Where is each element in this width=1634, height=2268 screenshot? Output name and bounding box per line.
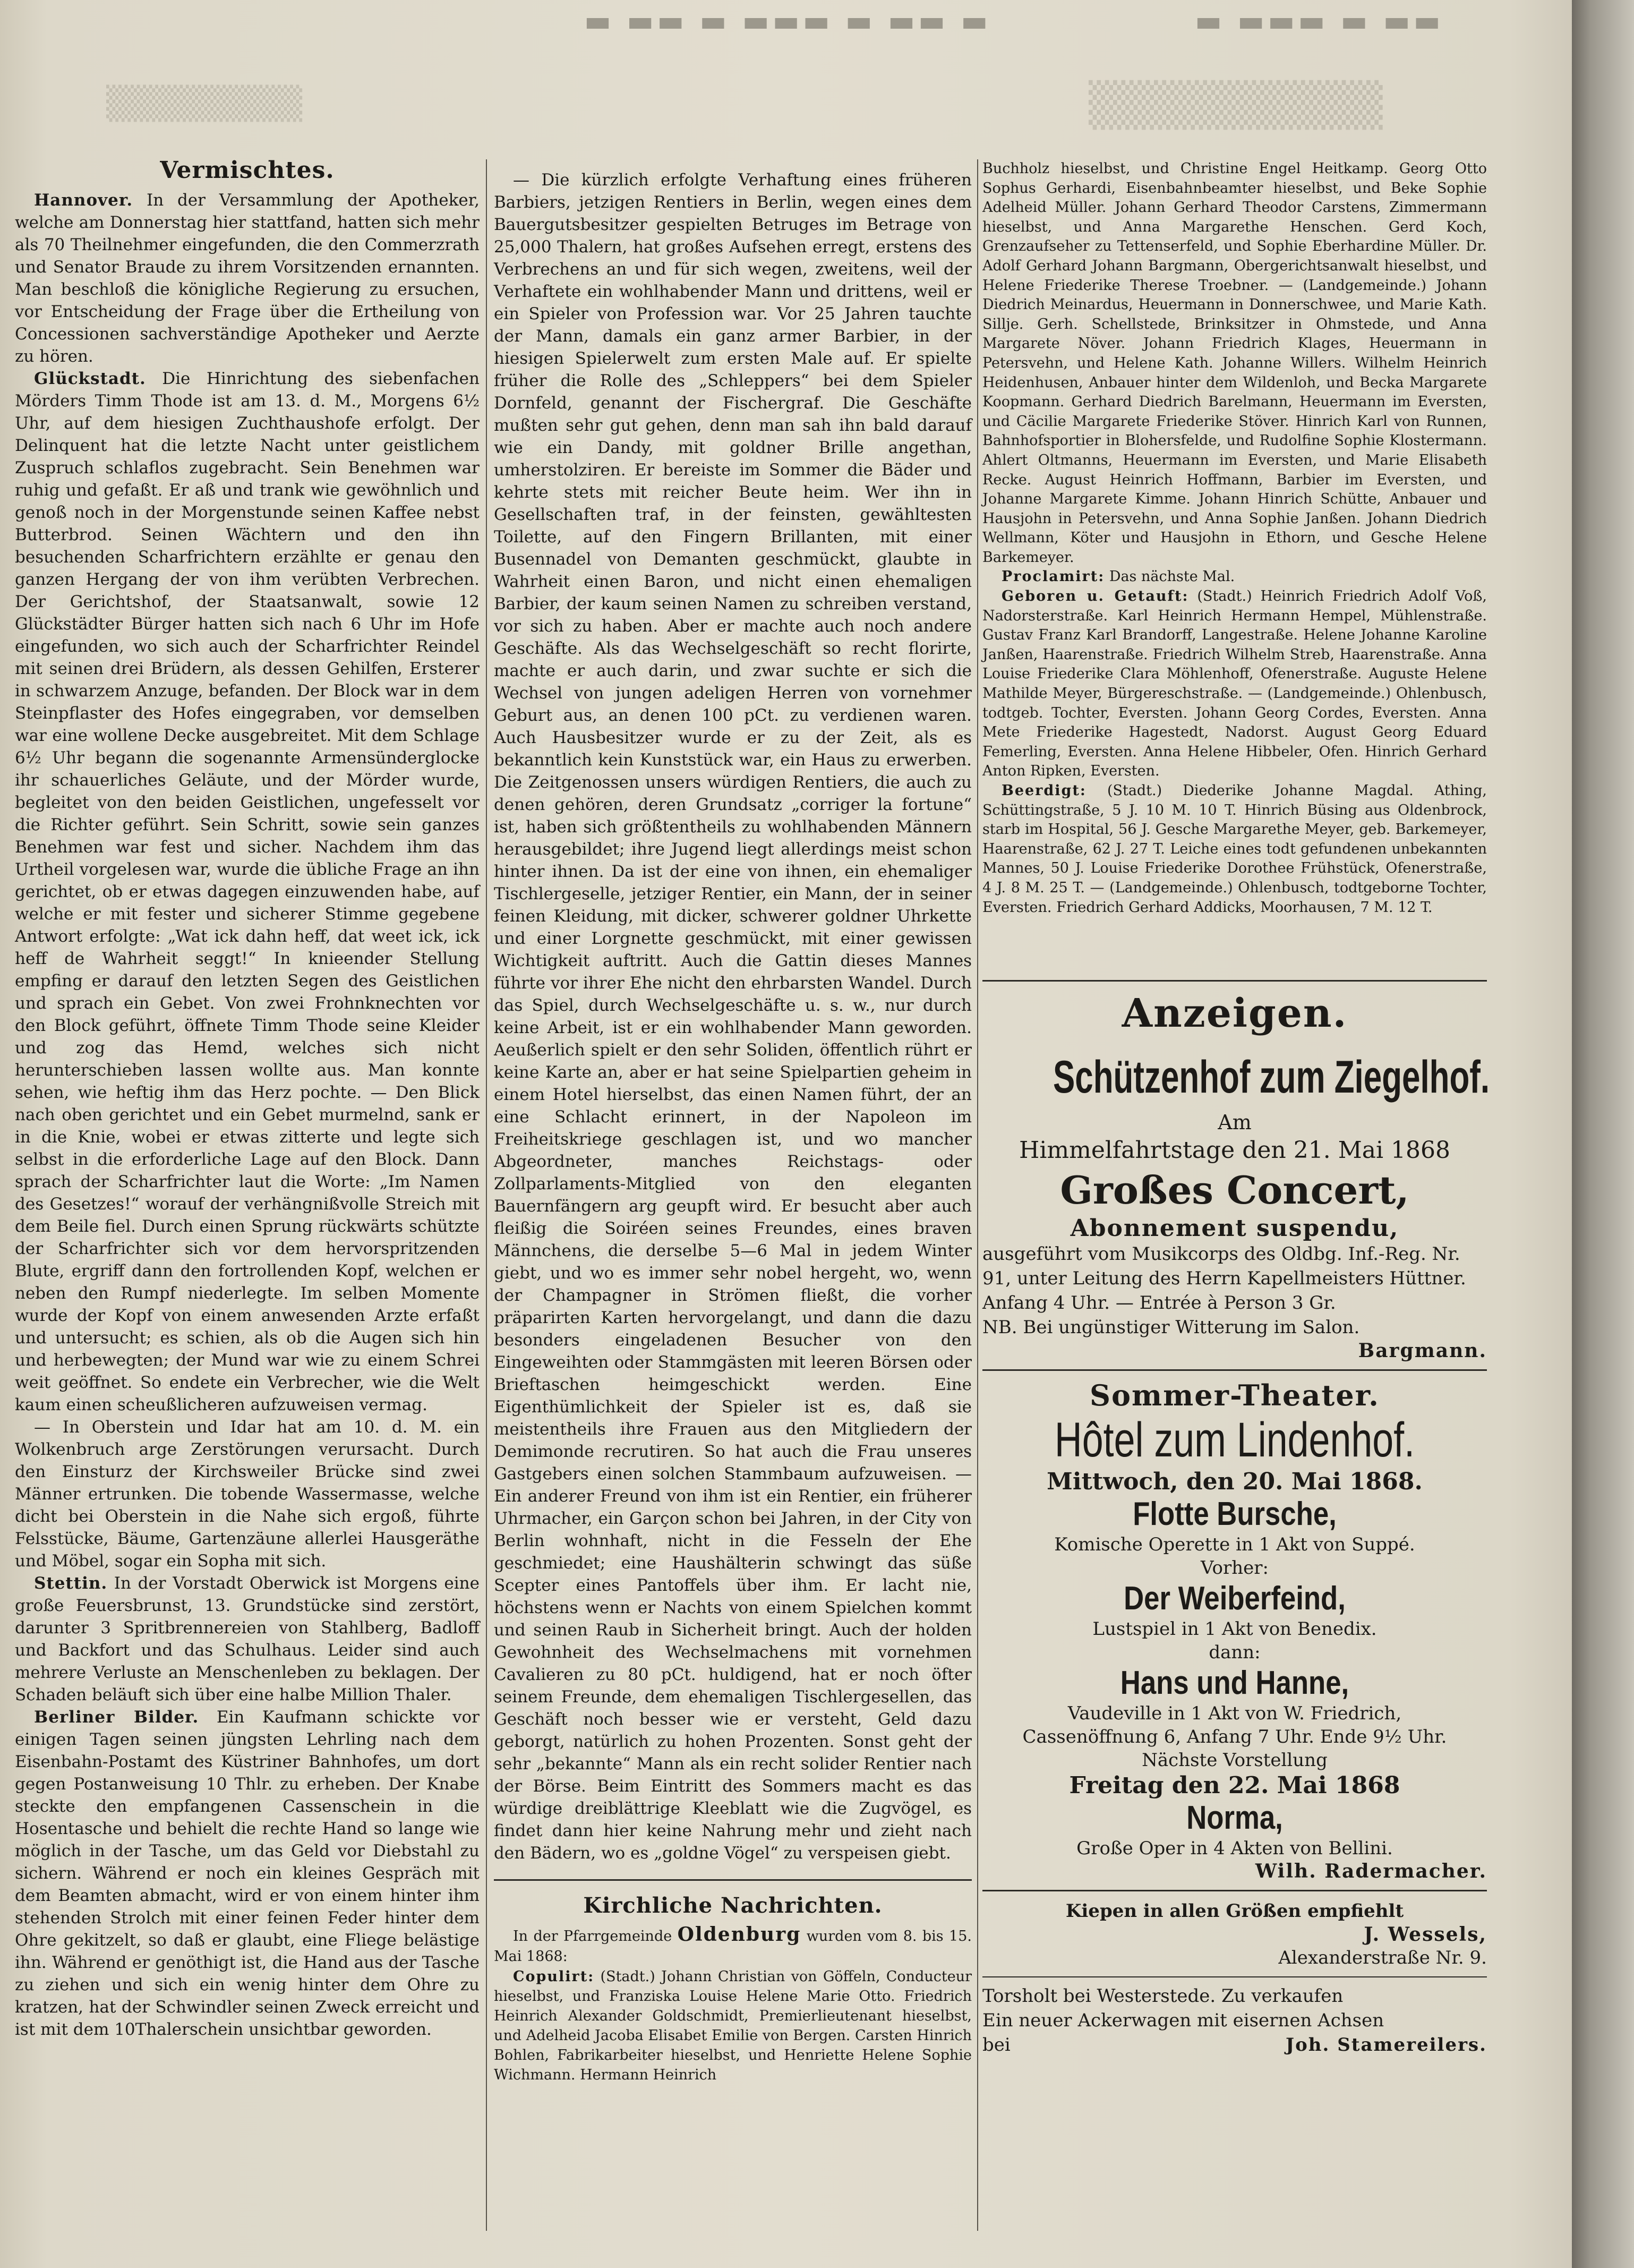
ad-play-2-desc: Lustspiel in 1 Akt von Benedix. — [1092, 1618, 1377, 1640]
article-berlin-spieler: — Die kürzlich erfolgte Verhaftung eines früheren Barbiers, jetzigen Rentiers in Berlin, wegen eines dem Bauergutsbesitzer gespielten Betruges im Betrage von 25,000 Thalern, hat großes Aufsehen erregt, erstens des Verbrechens an und für sich wegen, zweitens, weil der Verhaftete ein wohlhabender Mann und drittens, weil er ein Spieler von Profession war. Vor 25 Jahren tauchte der Mann, damals ein ganz armer Barbier, in der hiesigen Spielerwelt zum ersten Male auf. Er spielte früher die Rolle des „Schleppers“ bei dem Spieler Dornfeld, genannt der Fischergraf. Die Geschäfte mußten sehr gut gehen, denn man sah ihn bald darauf wie ein Dandy, mit goldner Brille angethan, umherstolziren. Er bereiste im Sommer die Bäder und kehrte stets mit reicher Beute heim. Wer ihn in Gesellschaften traf, in der feinsten, gewähltesten Toilette, auf den Fingern Brillanten, mit einer Busennadel von Demanten geschmückt, glaubte in Wahrheit einen Baron, und nicht einen ehemaligen Barbier, der kaum seinen Namen zu schreiben verstand, vor sich zu haben. Aber er machte auch noch andere Geschäfte. Als das Wechselgeschäft so recht florirte, machte er auch darin, und zwar suchte er sich die Wechsel von jungen adeligen Herren von vornehmer Geburt aus, an denen 100 pCt. zu verdienen waren. Auch Hausbesitzer wurde er zu der Zeit, als es bekanntlich kein Kunststück war, ein Haus zu erwerben. Die Zeitgenossen unsers würdigen Rentiers, die auch zu denen gehören, deren Grundsatz „corriger la fortune“ ist, haben sich größtentheils zu wohlhabenden Männern herausgebildet; ihre Jugend liegt allerdings meist schon hinter ihnen. Da ist der eine von ihnen, ein ehemaliger Tischlergeselle, jetziger Rentier, ein Mann, der in seiner feinen Kleidung, mit dicker, schwerer goldner Uhrkette und einer Lorgnette geschmückt, mit einer gewissen Wichtigkeit auftritt. Auch die Gattin dieses Mannes führte vor ihrer Ehe nicht den ehrbarsten Wandel. Durch das Spiel, durch Wechselgeschäfte u. s. w., nur durch keine Arbeit, ist er ein wohlhabender Mann geworden. Aeußerlich spielt er den sehr Soliden, öffentlich rührt er keine Karte an, aber er hat seine Spielpartien geheim in einem Hotel hierselbst, das einen Namen führt, der an eine Schlacht erinnert, in der Napoleon im Freiheitskriege geschlagen ist, und wo mancher Abgeordneter, manches Reichstags- oder Zollparlaments-Mitglied von den eleganten Bauernfängern arg geupft wird. Er besucht aber auch fleißig die Soiréen seines Freundes, eines braven Männchens, die derselbe 5—6 Mal in jedem Winter giebt, und wo es immer sehr nobel hergeht, wo, wenn der Champagner in Strömen fließt, die vorher präparirten Karten hervorgelangt, und dann die dazu besonders eingeladenen Besucher von den Eingeweihten oder Stammgästen mit leeren Börsen oder Brieftaschen heimgeschickt werden. Eine Eigenthümlichkeit der Spieler ist es, daß sie meistentheils ihre Frauen aus den Mitgliedern der Demimonde recrutiren. So hat auch die Frau unseres Gastgebers einen solchen Stammbaum aufzuweisen. — Ein anderer Freund von ihm ist ein Rentier, ein früherer Uhrmacher, ein Garçon schon bei Jahren, in der City von Berlin wohnhaft, nicht in die Fesseln der Ehe geschmiedet; eine Haushälterin schwingt das süße Scepter eines Pantoffels über ihm. Er lacht nie, höchstens wenn er Nachts von einem Spielchen kommt und seinen Raub in Sicherheit bringt. Auch der holden Gewohnheit des Wechselmachens mit vornehmen Cavalieren zu 80 pCt. huldigend, hat er noch öfter seinem Freunde, dem ehemaligen Tischlergesellen, das Geschäft noch besser wie er versteht, Geld dazu geborgt, natürlich zu hohen Prozenten. Sonst geht der sehr „bekannte“ Mann als ein recht solider Rentier nach der Börse. Beim Eintritt des Sommers macht es das würdige dreiblättrige Kleeblatt wie die Zugvögel, es findet dann hier keine Nahrung mehr und zieht nach den Bädern, wo es „goldne Vögel“ zu verspeisen giebt. — [494, 170, 972, 1863]
column-berlin-article — [494, 169, 972, 2085]
ad-kiepen — [982, 1899, 1487, 1970]
ad-acker-signature: Joh. Stamereilers. — [1286, 2034, 1487, 2056]
section-heading-vermischtes: Vermischtes. — [160, 157, 335, 184]
ad-acker-line-3 — [982, 2033, 1487, 2057]
ad-kiepen-line: Kiepen in allen Größen empfiehlt — [1065, 1900, 1404, 1922]
article-stettin — [15, 1572, 480, 1706]
ad-vorher: Vorher: — [1201, 1557, 1269, 1579]
ad-separator — [982, 1369, 1487, 1371]
anzeigen-heading: Anzeigen. — [1122, 991, 1348, 1036]
copulirt-text: (Stadt.) Johann Christian von Göffeln, Conducteur hieselbst, und Franziska Louise Helene Marie Otto. Friedrich Heinrich Alexander Goldschmidt, Premierlieutenant hieselbst, und Adelheid Jacoba Elisabet Emilie von Bergen. Carsten Hinrich Bohlen, Fabrikarbeiter hieselbst, und Henriette Helene Sophie Wichmann. Hermann Heinrich — [494, 1968, 972, 2083]
proclamirt-entry — [982, 567, 1487, 587]
ad-date-2: Freitag den 22. Mai 1868 — [1069, 1772, 1400, 1799]
beerdigt-text: (Stadt.) Diederike Johanne Magdal. Athing, Schüttingstraße, 5 J. 10 M. 10 T. Hinrich Büsing aus Oldenbrock, starb im Hospital, 56 J. Gesche Margarethe Meyer, geb. Barkemeyer, Haarenstraße, 62 J. 27 T. Leiche eines todt gefundenen unbekannten Mannes, 50 J. Louise Friederike Dorothee Frühstück, Ofenerstraße, 4 J. 8 M. 25 T. — (Landgemeinde.) Ohlenbusch, todtgeborne Tochter, Eversten. Friedrich Gerhard Addicks, Moorhausen, 7 M. 12 T. — [982, 782, 1487, 916]
column-rule-1 — [486, 159, 487, 2231]
ad-play-1-desc: Komische Operette in 1 Akt von Suppé. — [1054, 1534, 1415, 1555]
article-text: Ein Kaufmann schickte vor einigen Tagen seinen jüngsten Lehrling nach dem Eisenbahn-Postamt des Küstriner Bahnhofes, um dort gegen Postanweisung 10 Thlr. zu erheben. Der Knabe steckte den empfangenen Cassenschein in die Hosentasche und behielt die rechte Hand so lange wie möglich in der Tasche, um das Geld vor Diebstahl zu sichern. Während er noch ein kleines Gespräch mit dem Beamten abmacht, wird er von einem hinter ihm stehenden Strolch mit einer feinen Feder hinter dem Ohre gekitzelt, so daß er glaubt, eine Fliege belästige ihn. Während er genöthigt ist, die Hand aus der Tasche zu ziehen und sich ein wenig hinter dem Ohre zu kratzen, hat der Schwindler seinen Zweck erreicht und ist mit dem 10Thalerschein unsichtbar geworden. — [15, 1708, 480, 2039]
article-text: In der Vorstadt Oberwick ist Morgens eine große Feuersbrunst, 13. Grundstücke sind zerstört, darunter 3 Spritbrennereien von Stahlberg, Badloff und Backfort und das Schulhaus. Leider sind auch mehrere Verluste an Menschenleben zu beklagen. Der Schaden beläuft sich über eine halbe Million Thaler. — [15, 1574, 480, 1704]
ad-times: Anfang 4 Uhr. — Entrée à Person 3 Gr. — [982, 1292, 1336, 1314]
ad-abonnement: Abonnement suspendu, — [1070, 1215, 1399, 1242]
ad-event: Großes Concert, — [1060, 1167, 1409, 1213]
ad-dann: dann: — [1209, 1642, 1261, 1663]
showthrough-left: ▒▒▒▒▒▒▒▒ — [106, 85, 303, 122]
article-text: — In Oberstein und Idar hat am 10. d. M. ein Wolkenbruch arge Zerstörungen verursacht. Durch den Einsturz der Kirchsweiler Brücke sind zwei Männer ertrunken. Die tobende Wassermasse, welche dicht bei Oberstein in die Nahe sich ergoß, führte Felsstücke, Bäume, Gartenzäune allerlei Hausgeräthe und Möbel, sogar ein Sopha mit sich. — [15, 1418, 480, 1571]
ad-play-4-desc: Große Oper in 4 Akten von Bellini. — [1076, 1838, 1393, 1859]
copulirt-continued: Buchholz hieselbst, und Christine Engel Heitkamp. Georg Otto Sophus Gerhardi, Eisenbahnbeamter hieselbst, und Beke Sophie Adelheid Müller. Johann Gerhard Theodor Carstens, Zimmermann hieselbst, und Anna Margarethe Henschen. Gerd Koch, Grenzaufseher zu Tettenserfeld, und Sophie Eberhardine Müller. Dr. Adolf Gerhard Johann Bargmann, Obergerichtsanwalt hieselbst, und Helene Friederike Therese Troebner. — (Landgemeinde.) Johann Diedrich Meinardus, Heuermann in Donnerschwee, und Marie Kath. Sillje. Gerh. Schellstede, Brinksitzer in Ohmstede, und Anna Margarete Növer. Johann Friedrich Klages, Heuermann in Petersvehn, und Helene Kath. Johanne Willers. Wilhelm Heinrich Heidenhusen, Anbauer hinter dem Wildenloh, und Becka Margarete Koopmann. Gerhard Diedrich Barelmann, Heuermann im Eversten, und Cäcilie Margarete Friederike Stöver. Hinrich Karl von Runnen, Bahnhofsportier in Blohersfelde, und Rudolfine Sophie Klostermann. Ahlert Oltmanns, Heuermann im Eversten, und Marie Elisabeth Recke. August Heinrich Hoffmann, Barbier im Eversten, und Johanne Margarete Kimme. Johann Hinrich Schütte, Anbauer und Hausjohn in Petersvehn, und Anna Sophie Janßen. Johann Diedrich Wellmann, Köter und Hausjohn in Ethorn, und Gesche Helene Barkemeyer. — [982, 160, 1487, 566]
divider — [494, 1879, 972, 1881]
ad-play-2: Der Weiberfeind, — [1124, 1580, 1346, 1617]
ad-schuetzenhof — [982, 1051, 1490, 1362]
article-glueckstadt — [15, 368, 480, 1416]
article-place: Hannover. — [34, 191, 133, 210]
ad-signature: Bargmann. — [1358, 1340, 1487, 1362]
article-oberstein — [15, 1416, 480, 1572]
ad-play-4: Norma, — [1186, 1800, 1283, 1836]
proclamirt-label: Proclamirt: — [1002, 568, 1105, 585]
copulirt-entry — [494, 1967, 972, 2085]
ad-date-1: Mittwoch, den 20. Mai 1868. — [1047, 1468, 1423, 1495]
column-kirchliche-cont — [982, 159, 1487, 917]
article-place: Stettin. — [34, 1574, 108, 1593]
proclamirt-text: Das nächste Mal. — [1109, 568, 1235, 585]
kirch-place: Oldenburg — [677, 1923, 801, 1946]
column-rule-2 — [977, 159, 978, 2231]
ad-kiepen-address: Alexanderstraße Nr. 9. — [1278, 1947, 1487, 1968]
ad-separator — [982, 1976, 1487, 1977]
cropped-masthead-strip: ▬ ▬▬ ▬ ▬▬▬ ▬ ▬▬ ▬ ▬ ▬▬▬ ▬ ▬▬ — [584, 4, 1444, 38]
ad-play-3-desc: Vaudeville in 1 Akt von W. Friedrich, — [1067, 1703, 1402, 1724]
ad-play-1: Flotte Bursche, — [1133, 1496, 1337, 1532]
ad-acker-line-2: Ein neuer Ackerwagen mit eisernen Achsen — [982, 2010, 1384, 2031]
article-place: Glückstadt. — [34, 369, 146, 388]
book-edge — [1572, 0, 1634, 2268]
ad-acker-bei: bei — [982, 2034, 1011, 2056]
showthrough-right: ▒▒▒▒▒▒▒▒▒ — [1089, 80, 1383, 130]
beerdigt-entry — [982, 781, 1487, 917]
ad-kiepen-signature: J. Wessels, — [1364, 1923, 1487, 1946]
ad-acker-line-1: Torsholt bei Westerstede. Zu verkaufen — [982, 1985, 1344, 2007]
kirch-continued — [982, 159, 1487, 917]
article-text: In der Versammlung der Apotheker, welche am Donnerstag hier stattfand, hatten sich mehr als 70 Theilnehmer eingefunden, die den Commerzrath und Senator Braude zu ihrem Vorsitzenden ernannten. Man beschloß die königliche Regierung zu ersuchen, vor Entscheidung der Frage über die Ertheilung von Concessionen sachverständige Apotheker und Aerzte zu hören. — [15, 191, 480, 366]
article-text: Die Hinrichtung des siebenfachen Mörders Timm Thode ist am 13. d. M., Morgens 6½ Uhr, auf dem hiesigen Zuchthaushofe erfolgt. Der Delinquent hat die letzte Nacht unter geistlichem Zuspruch schlaflos zugebracht. Sein Benehmen war ruhig und gefaßt. Er aß und trank wie gewöhnlich und genoß noch in der Morgenstunde seinen Kaffee nebst Butterbrod. Seinen Wächtern und den ihn besuchenden Scharfrichtern erzählte er genau den ganzen Hergang der von ihm verübten Verbrechen. Der Gerichtshof, der Staatsanwalt, sowie 12 Glückstädter Bürger hatten sich nach 6 Uhr im Hofe eingefunden, wo sich auch der Scharfrichter Reindel mit seinen drei Brüdern, als dessen Gehilfen, Ersterer in schwarzem Anzuge, befanden. Der Block war in dem Steinpflaster des Hofes eingegraben, vor demselben war eine wollene Decke ausgebreitet. Mit dem Schlage 6½ Uhr begann die sogenannte Armensündergloсke ihr schauerliches Geläute, und der Mörder wurde, begleitet von den beiden Geistlichen, ungefesselt vor die Richter geführt. Sein Schritt, sowie sein ganzes Benehmen war fest und sicher. Nachdem ihm das Urtheil vorgelesen war, wurde die übliche Frage an ihn gerichtet, ob er etwas dagegen einzuwenden habe, auf welche er mit fester und sicherer Stimme gegebene Antwort erfolgte: „Wat ick dahn heff, dat weet ick, ick heff de Wahrheit seggt!“ In knieender Stellung empfing er darauf den letzten Segen des Geistlichen und sprach ein Gebet. Von zwei Frohnknechten vor den Block geführt, öffnete Timm Thode seine Kleider und zog das Hemd, welches sich nicht herunterschieben lassen wollte aus. Man konnte sehen, wie heftig ihm das Herz pochte. — Den Blick nach oben gerichtet und ein Gebet murmelnd, sank er in die Knie, wobei er etwas zitterte und legte sich selbst in die erforderliche Lage auf den Block. Dann sprach der Scharfrichter laut die Worte: „Im Namen des Gesetzes!“ worauf der verhängnißvolle Streich mit dem Beile fiel. Durch einen Sprung rückwärts schützte der Scharfrichter sich vor dem hervorspritzenden Blute, ergriff dann den fortrollenden Kopf, welchen er neben den Rumpf niederlegte. Im selben Momente wurde der Kopf von einem anwesenden Arzte erfaßt und untersucht; es schien, als ob die Augen sich hin und herbewegten; der Mund war wie zu einem Schrei weit geöffnet. So endete ein Verbrecher, wie die Welt kaum einen scheußlicheren aufzuweisen vermag. — [15, 369, 480, 1414]
ad-body: ausgeführt vom Musikcorps des Oldbg. Inf.-Reg. Nr. 91, unter Leitung des Herrn Kapellmeisters Hüttner. — [982, 1243, 1466, 1289]
ad-venue: Schützenhof zum Ziegelhof. — [1053, 1052, 1490, 1103]
ad-sommer-theater — [982, 1378, 1487, 1882]
ad-am: Am — [1218, 1111, 1252, 1134]
ads-top-rule — [982, 980, 1487, 982]
kirch-intro-b: wurden vom 8. bis 15. Mai 1868: — [494, 1928, 972, 1965]
ad-ackerwagen — [982, 1984, 1487, 2057]
column-vermischtes — [15, 159, 480, 2041]
ad-separator — [982, 1890, 1487, 1891]
geboren-entry — [982, 587, 1487, 781]
geboren-text: (Stadt.) Heinrich Friedrich Adolf Voß, Nadorsterstraße. Karl Heinrich Hermann Hempel, Mühlenstraße. Gustav Franz Karl Brandorff, Langestraße. Helene Johanne Karoline Janßen, Haarenstraße. Friedrich Wilhelm Streb, Haarenstraße. Anna Louise Friederike Clara Möhlenhoff, Ofenerstraße. Auguste Helene Mathilde Meyer, Bürgereschstraße. — (Landgemeinde.) Ohlenbusch, todtgeb. Tochter, Eversten. Johann Georg Cordes, Eversten. Anna Mete Friederike Hagestedt, Nadorst. August Georg Eduard Femerling, Eversten. Anna Helene Hibbeler, Ofen. Hinrich Gerhard Anton Ripken, Eversten. — [982, 588, 1487, 780]
copulirt-label: Copulirt: — [513, 1968, 595, 1985]
ad-date-line: Himmelfahrtstage den 21. Mai 1868 — [1019, 1137, 1451, 1164]
geboren-label: Geboren u. Getauft: — [1002, 588, 1189, 605]
ad-theater-title: Sommer-Theater. — [1090, 1378, 1380, 1412]
article-hannover — [15, 189, 480, 368]
kirch-intro — [494, 1924, 972, 1967]
ad-hotel: Hôtel zum Lindenhof. — [1054, 1413, 1415, 1467]
ad-theater-times: Cassenöffnung 6, Anfang 7 Uhr. Ende 9½ Uhr. — [1022, 1726, 1447, 1747]
kirch-intro-a: In der Pfarrgemeinde — [513, 1928, 672, 1945]
section-heading-kirchliche: Kirchliche Nachrichten. — [583, 1893, 883, 1918]
anzeigen-section — [982, 991, 1490, 2057]
ad-next: Nächste Vorstellung — [1142, 1750, 1328, 1771]
article-place: Berliner Bilder. — [34, 1708, 199, 1727]
ad-nb: NB. Bei ungünstiger Witterung im Salon. — [982, 1317, 1360, 1338]
article-berliner-bilder — [15, 1706, 480, 2041]
ad-theater-signature: Wilh. Radermacher. — [1255, 1860, 1487, 1882]
beerdigt-label: Beerdigt: — [1002, 782, 1087, 799]
ad-play-3: Hans und Hanne, — [1120, 1665, 1349, 1701]
